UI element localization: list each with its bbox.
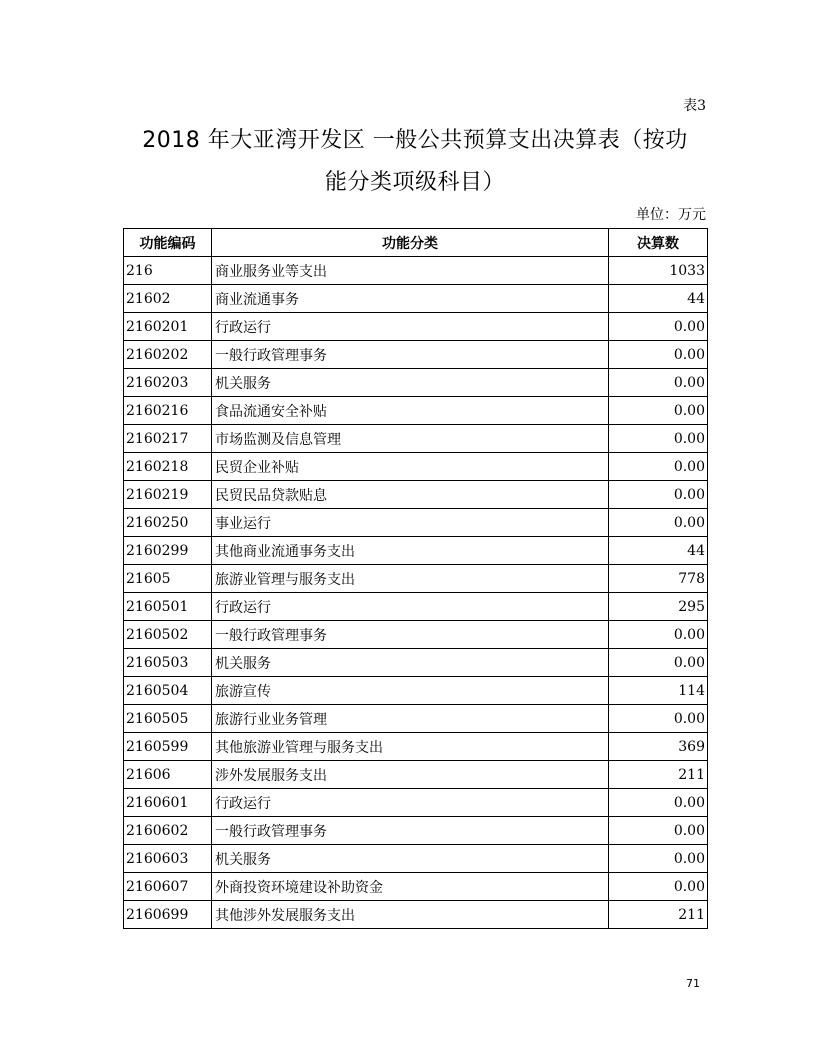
unit-label: 单位：万元	[636, 207, 706, 223]
table-row	[124, 285, 708, 313]
function-category-cell: 行政运行	[212, 313, 609, 341]
table-row	[124, 761, 708, 789]
function-category-cell: 其他商业流通事务支出	[212, 537, 609, 565]
amount-cell: 44	[609, 537, 708, 565]
table-row	[124, 593, 708, 621]
table-row	[124, 733, 708, 761]
function-code-cell: 2160201	[124, 313, 212, 341]
function-code-cell: 2160699	[124, 901, 212, 929]
function-category-cell: 市场监测及信息管理	[212, 425, 609, 453]
table-row	[124, 425, 708, 453]
function-code-cell: 2160250	[124, 509, 212, 537]
function-category-cell: 旅游行业业务管理	[212, 705, 609, 733]
table-row	[124, 873, 708, 901]
table-row	[124, 901, 708, 929]
function-code-cell: 2160601	[124, 789, 212, 817]
table-row	[124, 453, 708, 481]
table-row	[124, 257, 708, 285]
table-row	[124, 341, 708, 369]
table-row	[124, 481, 708, 509]
function-category-cell: 民贸民品贷款贴息	[212, 481, 609, 509]
function-code-cell: 2160218	[124, 453, 212, 481]
function-code-cell: 2160219	[124, 481, 212, 509]
amount-cell: 0.00	[609, 369, 708, 397]
table-row	[124, 369, 708, 397]
function-category-cell: 一般行政管理事务	[212, 341, 609, 369]
amount-cell: 0.00	[609, 313, 708, 341]
function-category-cell: 外商投资环境建设补助资金	[212, 873, 609, 901]
table-row	[124, 537, 708, 565]
amount-cell: 114	[609, 677, 708, 705]
table-row	[124, 817, 708, 845]
function-code-cell: 216	[124, 257, 212, 285]
function-code-cell: 2160603	[124, 845, 212, 873]
function-code-cell: 21605	[124, 565, 212, 593]
table-row	[124, 649, 708, 677]
amount-cell: 0.00	[609, 481, 708, 509]
table-row	[124, 397, 708, 425]
function-code-cell: 2160203	[124, 369, 212, 397]
function-category-cell: 事业运行	[212, 509, 609, 537]
table-row	[124, 509, 708, 537]
amount-cell: 0.00	[609, 397, 708, 425]
function-code-cell: 2160217	[124, 425, 212, 453]
function-code-cell: 2160202	[124, 341, 212, 369]
table-row	[124, 845, 708, 873]
function-category-cell: 机关服务	[212, 649, 609, 677]
amount-cell: 295	[609, 593, 708, 621]
amount-cell: 211	[609, 761, 708, 789]
amount-cell: 778	[609, 565, 708, 593]
function-category-cell: 行政运行	[212, 789, 609, 817]
function-code-cell: 2160299	[124, 537, 212, 565]
amount-cell: 1033	[609, 257, 708, 285]
function-category-cell: 其他旅游业管理与服务支出	[212, 733, 609, 761]
function-category-cell: 机关服务	[212, 845, 609, 873]
function-code-cell: 2160505	[124, 705, 212, 733]
amount-cell: 0.00	[609, 649, 708, 677]
function-category-cell: 一般行政管理事务	[212, 621, 609, 649]
amount-cell: 0.00	[609, 789, 708, 817]
function-code-cell: 2160599	[124, 733, 212, 761]
table-row	[124, 677, 708, 705]
table-row	[124, 705, 708, 733]
function-code-cell: 2160504	[124, 677, 212, 705]
title-line-2: 能分类项级科目）	[324, 170, 505, 195]
function-code-cell: 2160602	[124, 817, 212, 845]
table-row	[124, 313, 708, 341]
function-category-cell: 涉外发展服务支出	[212, 761, 609, 789]
function-category-cell: 商业流通事务	[212, 285, 609, 313]
function-category-cell: 旅游业管理与服务支出	[212, 565, 609, 593]
function-category-cell: 旅游宣传	[212, 677, 609, 705]
function-code-cell: 2160607	[124, 873, 212, 901]
title-line-1: 2018 年大亚湾开发区 一般公共预算支出决算表（按功	[142, 128, 688, 153]
column-header-code: 功能编码	[124, 229, 212, 257]
table-row	[124, 565, 708, 593]
table-row	[124, 789, 708, 817]
column-header-category: 功能分类	[212, 229, 609, 257]
amount-cell: 0.00	[609, 705, 708, 733]
amount-cell: 0.00	[609, 873, 708, 901]
table-number: 表3	[683, 98, 706, 114]
table-header-row	[124, 229, 708, 257]
function-code-cell: 2160501	[124, 593, 212, 621]
function-category-cell: 行政运行	[212, 593, 609, 621]
table-row	[124, 621, 708, 649]
function-code-cell: 2160503	[124, 649, 212, 677]
page-title	[110, 120, 720, 204]
amount-cell: 0.00	[609, 509, 708, 537]
budget-table	[123, 228, 708, 929]
amount-cell: 0.00	[609, 425, 708, 453]
function-category-cell: 一般行政管理事务	[212, 817, 609, 845]
function-category-cell: 民贸企业补贴	[212, 453, 609, 481]
amount-cell: 0.00	[609, 817, 708, 845]
function-category-cell: 机关服务	[212, 369, 609, 397]
amount-cell: 0.00	[609, 845, 708, 873]
function-category-cell: 食品流通安全补贴	[212, 397, 609, 425]
amount-cell: 0.00	[609, 453, 708, 481]
function-code-cell: 21602	[124, 285, 212, 313]
amount-cell: 211	[609, 901, 708, 929]
function-code-cell: 2160216	[124, 397, 212, 425]
amount-cell: 0.00	[609, 621, 708, 649]
function-category-cell: 其他涉外发展服务支出	[212, 901, 609, 929]
amount-cell: 44	[609, 285, 708, 313]
function-code-cell: 2160502	[124, 621, 212, 649]
page-number: 71	[686, 977, 700, 990]
column-header-amount: 决算数	[609, 229, 708, 257]
function-category-cell: 商业服务业等支出	[212, 257, 609, 285]
table-body	[124, 257, 708, 929]
amount-cell: 0.00	[609, 341, 708, 369]
function-code-cell: 21606	[124, 761, 212, 789]
amount-cell: 369	[609, 733, 708, 761]
